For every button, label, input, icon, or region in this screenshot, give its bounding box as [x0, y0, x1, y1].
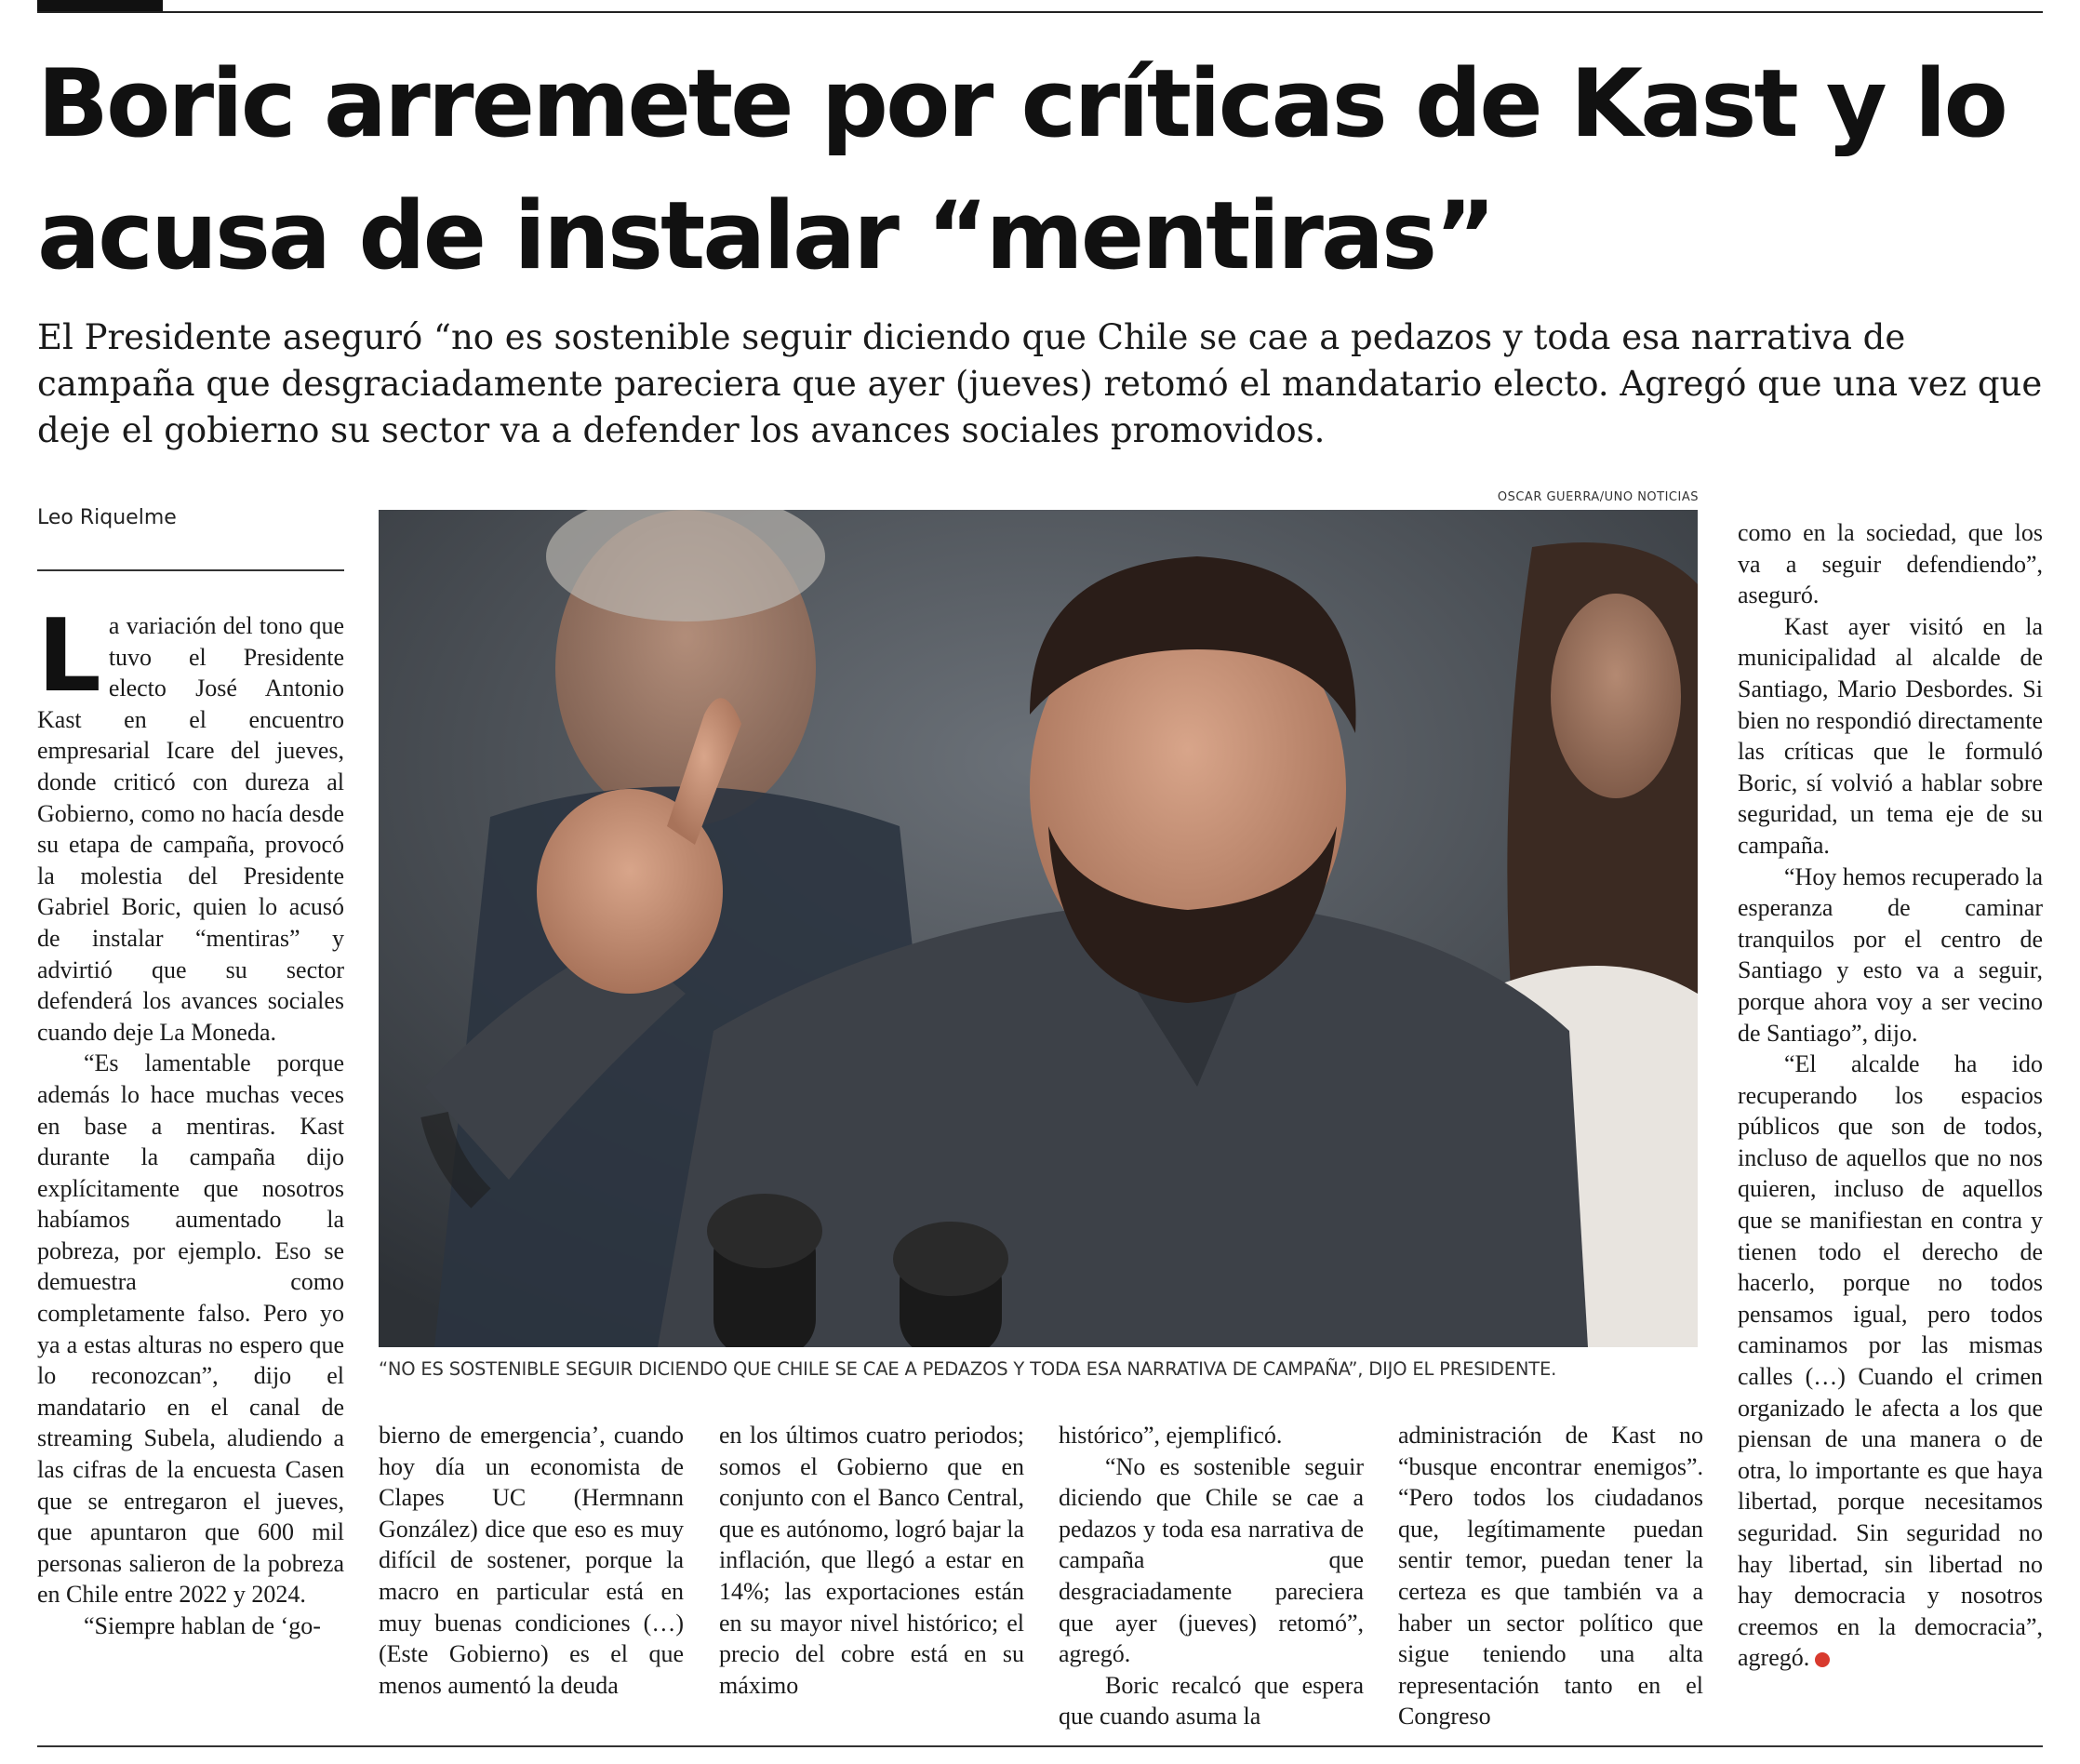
byline-rule	[37, 569, 344, 571]
column-5	[1398, 1420, 1703, 1732]
column-1	[37, 598, 344, 1642]
article-photo	[379, 510, 1698, 1347]
lead-paragraph	[37, 598, 344, 1048]
column-4	[1059, 1420, 1364, 1732]
paragraph: Kast ayer visitó en la municipalidad al alcalde de Santiago, Mario Desbordes. Si bien no respondió directamente las críticas que le formuló Boric, sí volvió a hablar sobre seguridad, un tema eje de su campaña.	[1738, 612, 2043, 859]
paragraph: como en la sociedad, que los va a seguir defendiendo”, aseguró.	[1738, 519, 2043, 609]
paragraph	[1738, 1049, 2043, 1674]
paragraph: “No es sostenible seguir diciendo que Chile se cae a pedazos y toda esa narrativa de campaña que desgraciadamente pareciera que ayer (jueves) retomó”, agregó.	[1059, 1452, 1364, 1668]
headline: Boric arremete por críticas de Kast y lo acusa de instalar “mentiras”	[37, 48, 2006, 290]
deck: El Presidente aseguró “no es sostenible seguir diciendo que Chile se cae a pedazos y toda esa narrativa de campaña que desgraciadamente pareciera que ayer (jueves) retomó el mandatario electo. Agregó que una vez que deje el gobierno su sector va a defender los avances sociales promovidos.	[37, 317, 2043, 450]
paragraph: “Hoy hemos recuperado la esperanza de caminar tranquilos por el centro de Santiago y esto va a seguir, porque ahora voy a ser vecino de Santiago”, dijo.	[1738, 862, 2043, 1047]
paragraph: administración de Kast no “busque encontrar enemigos”. “Pero todos los ciudadanos que, legítimamente puedan sentir temor, puedan tener la certeza es que también va a haber un sector político que sigue teniendo una alta representación tanto en el Congreso	[1398, 1422, 1703, 1731]
drop-cap: L	[37, 598, 101, 715]
photo-illustration	[379, 510, 1698, 1347]
lead-text: a variación del tono que tuvo el Presidente electo José Antonio Kast en el encuentro empresarial Icare del jueves, donde criticó con dureza al Gobierno, como no hacía desde su etapa de campaña, provocó la molestia del Presidente Gabriel Boric, quien lo acusó de instalar “mentiras” y advirtió que su sector defenderá los avances sociales cuando deje La Moneda.	[37, 612, 344, 1046]
byline: Leo Riquelme	[37, 506, 177, 529]
paragraph: Boric recalcó que espera que cuando asuma la	[1059, 1671, 1364, 1731]
column-6	[1738, 517, 2043, 1674]
paragraph: “Siempre hablan de ‘go-	[84, 1612, 321, 1639]
paragraph: en los últimos cuatro periodos; somos el Gobierno que en conjunto con el Banco Central, que es autónomo, logró bajar la inflación, que llegó a estar en 14%; las exportaciones están en su mayor nivel histórico; el precio del cobre está en su máximo	[719, 1422, 1024, 1699]
paragraph: “Es lamentable porque además lo hace muchas veces en base a mentiras. Kast durante la campaña dijo explícitamente que nosotros habíamos aumentado la pobreza, por ejemplo. Eso se demuestra como completamente falso. Pero yo ya a estas alturas no espero que lo reconozcan”, dijo el mandatario en el canal de streaming Subela, aludiendo a las cifras de la encuesta Casen que se entregaron el jueves, que apuntaron que 600 mil personas salieron de la pobreza en Chile entre 2022 y 2024.	[37, 1049, 344, 1609]
top-rule	[37, 11, 2043, 13]
photo-caption: “NO ES SOSTENIBLE SEGUIR DICIENDO QUE CHILE SE CAE A PEDAZOS Y TODA ESA NARRATIVA DE CAMPAÑA”, DIJO EL PRESIDENTE.	[379, 1358, 1557, 1380]
paragraph: bierno de emergencia’, cuando hoy día un economista de Clapes UC (Hermnann González) dice que eso es muy difícil de sostener, porque la macro en particular está en muy buenas condiciones (…) (Este Gobierno) es el que menos aumentó la deuda	[379, 1422, 684, 1699]
bottom-rule	[37, 1745, 2043, 1747]
end-of-article-icon: ✪	[1815, 1652, 1830, 1667]
photo-credit: OSCAR GUERRA/UNO NOTICIAS	[1497, 490, 1699, 504]
column-2	[379, 1420, 684, 1701]
closing-text: “El alcalde ha ido recuperando los espacios públicos que son de todos, incluso de aquellos que no nos quieren, incluso de aquellos que se manifiestan en contra y tienen todo el derecho de hacerlo, porque no todos pensamos igual, pero todos caminamos por las mismas calles (…) Cuando el crimen organizado le afecta a los que piensan de una manera o de otra, lo importante es que haya libertad, porque necesitamos seguridad. Sin seguridad no hay libertad, sin libertad no hay democracia y nosotros creemos en la democracia”, agregó.	[1738, 1050, 2043, 1672]
paragraph: histórico”, ejemplificó.	[1059, 1422, 1283, 1449]
column-3	[719, 1420, 1024, 1701]
